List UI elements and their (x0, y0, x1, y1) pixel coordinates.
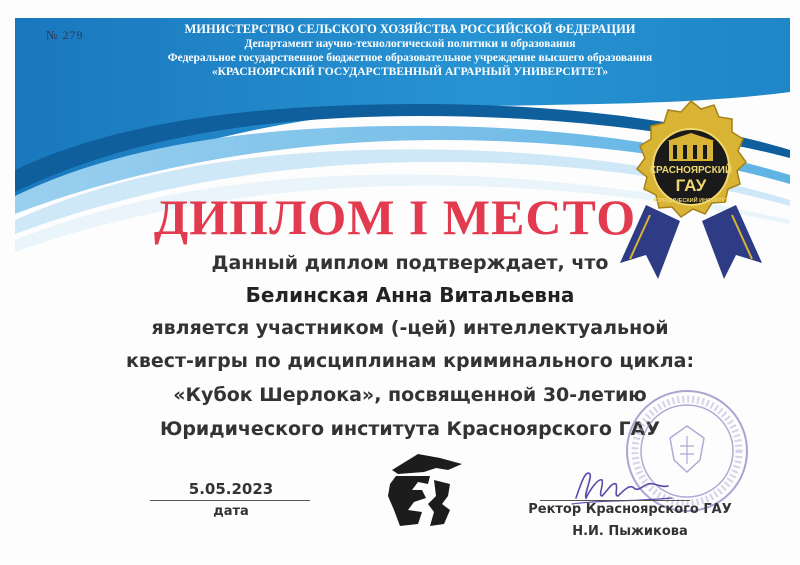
badge-sub-text: ЮРИДИЧЕСКИЙ ИНСТИТУТ (653, 198, 729, 204)
confirmation-text: Данный диплом подтверждает, что (211, 252, 609, 274)
participant-text: является участником (-цей) интеллектуальной (151, 317, 669, 339)
quest-description-text: квест-игры по дисциплинам криминального цикла: (125, 350, 695, 372)
date-underline (150, 500, 310, 501)
sherlock-logo-icon (378, 450, 468, 530)
diploma-title: ДИПЛОМ I МЕСТО (153, 189, 637, 245)
department-line: Департамент научно-технологической политики и образования (244, 38, 576, 50)
university-name-line: «КРАСНОЯРСКИЙ ГОСУДАРСТВЕННЫЙ АГРАРНЫЙ УНИВЕРСИТЕТ» (211, 66, 609, 78)
issue-date: 5.05.2023 (188, 480, 274, 498)
diploma-number: № 279 (46, 28, 84, 42)
institution-type-line: Федеральное государственное бюджетное образовательное учреждение высшего образования (167, 52, 653, 64)
signer-name: Н.И. Пыжикова (572, 524, 688, 539)
signer-title: Ректор Красноярского ГАУ (528, 502, 732, 517)
badge-main-text: ГАУ (675, 176, 707, 195)
date-label: дата (213, 504, 249, 519)
signature-underline (540, 500, 690, 501)
event-name-text: «Кубок Шерлока», посвященной 30-летию (173, 384, 647, 406)
recipient-name: Белинская Анна Витальевна (245, 283, 575, 307)
institute-text: Юридического института Красноярского ГАУ (160, 418, 660, 440)
badge-top-text: КРАСНОЯРСКИЙ (649, 165, 733, 176)
ministry-line: МИНИСТЕРСТВО СЕЛЬСКОГО ХОЗЯЙСТВА РОССИЙСКОЙ ФЕДЕРАЦИИ (184, 22, 636, 36)
